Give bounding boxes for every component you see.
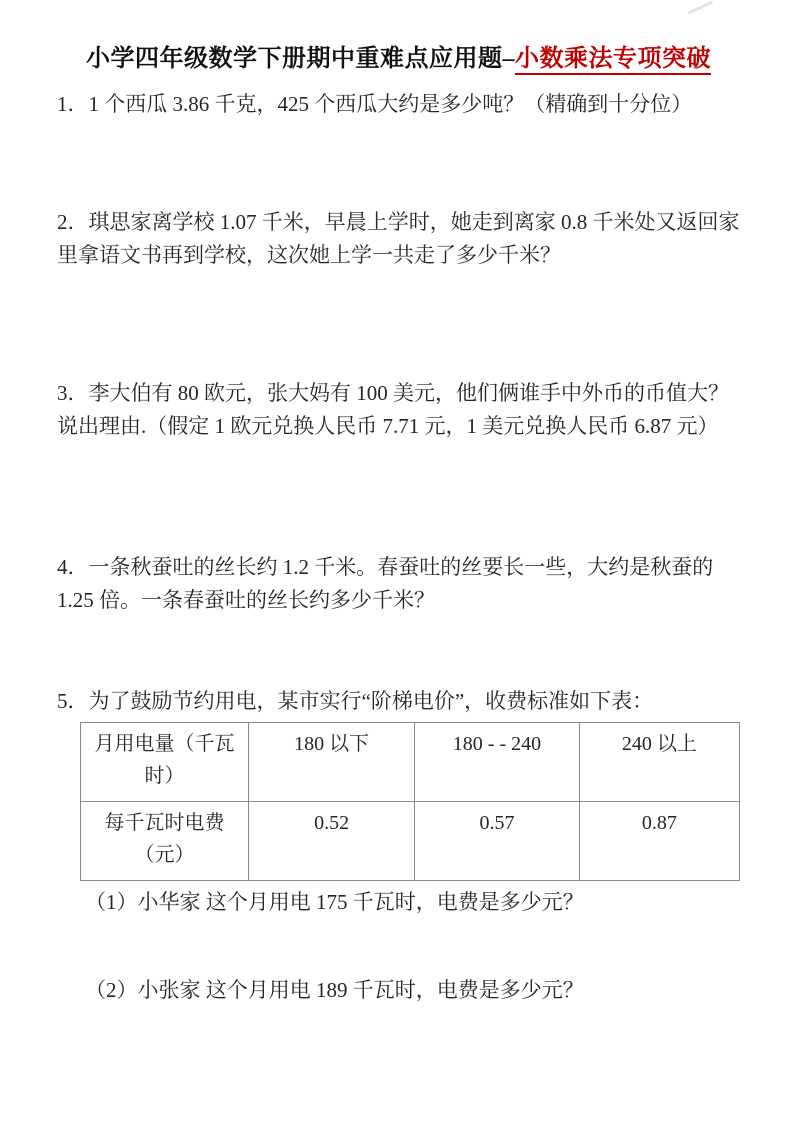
table-cell-usage-label: 月用电量（千瓦时） [81, 723, 249, 802]
table-cell-tier3-price: 0.87 [579, 802, 739, 881]
problem-3: 3．李大伯有 80 欧元，张大妈有 100 美元，他们俩谁手中外币的币值大？说出理由.（假定 1 欧元兑换人民币 7.71 元，1 美元兑换人民币 6.87 元） [57, 381, 729, 438]
problem-1: 1．1 个西瓜 3.86 千克，425 个西瓜大约是多少吨？（精确到十分位） [57, 92, 693, 116]
electricity-price-table [80, 722, 740, 881]
problem-4: 4．一条秋蚕吐的丝长约 1.2 千米。春蚕吐的丝要长一些，大约是秋蚕的 1.25 倍。一条春蚕吐的丝长约多少千米？ [57, 555, 714, 612]
table-cell-price-label: 每千瓦时电费（元） [81, 802, 249, 881]
table-cell-tier1-price: 0.52 [249, 802, 415, 881]
subquestion-2: （2）小张家 这个月用电 189 千瓦时，电费是多少元？ [85, 978, 584, 1002]
problem-2: 2．琪思家离学校 1.07 千米，早晨上学时，她走到离家 0.8 千米处又返回家里拿语文书再到学校，这次她上学一共走了多少千米？ [57, 210, 740, 267]
table-row-usage [81, 723, 740, 802]
page-title-red-underlined: 小数乘法专项突破 [515, 46, 711, 75]
subquestion-1: （1）小华家 这个月用电 175 千瓦时，电费是多少元？ [85, 890, 584, 914]
page-title [57, 42, 740, 76]
page-title-black: 小学四年级数学下册期中重难点应用题– [86, 46, 515, 72]
table-cell-tier2-range: 180 - - 240 [415, 723, 580, 802]
table-row-price [81, 802, 740, 881]
problem-5: 5．为了鼓励节约用电，某市实行“阶梯电价”，收费标准如下表： [57, 689, 654, 713]
table-cell-tier2-price: 0.57 [415, 802, 580, 881]
table-cell-tier3-range: 240 以上 [579, 723, 739, 802]
table-cell-tier1-range: 180 以下 [249, 723, 415, 802]
